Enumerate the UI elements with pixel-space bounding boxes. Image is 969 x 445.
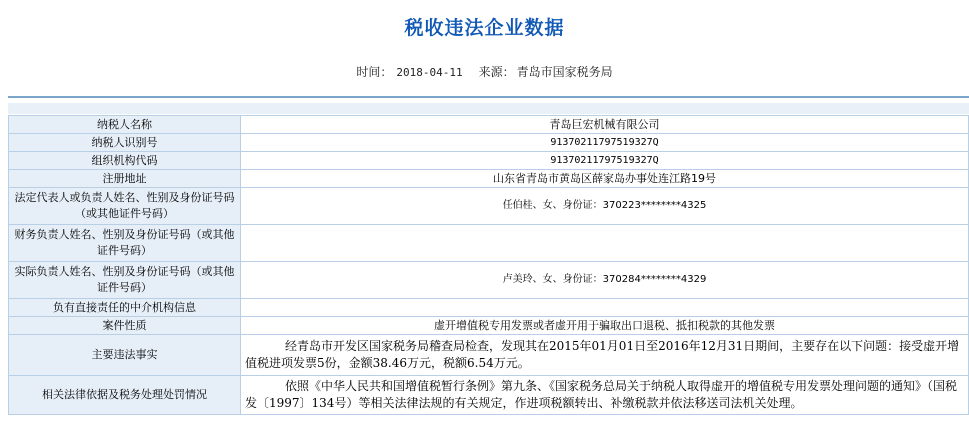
source-label: 来源：: [478, 65, 515, 79]
header-divider: [8, 96, 969, 98]
legal-basis-text: 依照《中华人民共和国增值税暂行条例》第九条、《国家税务总局关于纳税人取得虚开的增值税专用发票处理问题的通知》（国税发〔1997〕134号）等相关法律法规的有关规定，作进项税额转出、补缴税款并依法移送司法机关处理。: [245, 379, 958, 410]
table-row: [9, 317, 969, 335]
row-label-taxpayer-id: 纳税人识别号: [9, 134, 241, 152]
facts-text: 经青岛市开发区国家税务局稽查局检查，发现其在2015年01月01日至2016年12月31日期间，主要存在以下问题：接受虚开增值税进项发票5份，金额38.46万元，税额6.54万元。: [245, 339, 960, 370]
info-table: [8, 115, 969, 415]
time-value: 2018-04-11: [396, 66, 463, 79]
time-label: 时间：: [356, 65, 393, 79]
row-value-org-code: 91370211797519327Q: [241, 152, 969, 170]
row-label-case-nature: 案件性质: [9, 317, 241, 335]
row-value-agency: [241, 299, 969, 317]
table-row: [9, 134, 969, 152]
table-row: [9, 335, 969, 376]
row-value-address: 山东省青岛市黄岛区薛家岛办事处连江路19号: [241, 170, 969, 188]
row-label-address: 注册地址: [9, 170, 241, 188]
header-stripe: [8, 103, 969, 114]
row-value-taxpayer-name: 青岛巨宏机械有限公司: [241, 116, 969, 134]
row-value-actual-head: 卢美玲、女、身份证：370284********4329: [241, 262, 969, 299]
row-value-facts: [241, 335, 969, 376]
meta-line: [0, 63, 969, 80]
table-row: [9, 376, 969, 415]
row-label-actual-head: 实际负责人姓名、性别及身份证号码（或其他证件号码）: [9, 262, 241, 299]
source-value: 青岛市国家税务局: [516, 65, 613, 79]
table-row: [9, 170, 969, 188]
table-row: [9, 225, 969, 262]
table-row: [9, 188, 969, 225]
row-value-legal-basis: [241, 376, 969, 415]
table-row: [9, 116, 969, 134]
row-label-facts: 主要违法事实: [9, 335, 241, 376]
row-label-taxpayer-name: 纳税人名称: [9, 116, 241, 134]
row-label-org-code: 组织机构代码: [9, 152, 241, 170]
row-value-case-nature: 虚开增值税专用发票或者虚开用于骗取出口退税、抵扣税款的其他发票: [241, 317, 969, 335]
row-value-taxpayer-id: 91370211797519327Q: [241, 134, 969, 152]
table-row: [9, 262, 969, 299]
row-value-legal-rep: 任伯桂、女、身份证：370223********4325: [241, 188, 969, 225]
row-label-finance-head: 财务负责人姓名、性别及身份证号码（或其他证件号码）: [9, 225, 241, 262]
row-label-legal-rep: 法定代表人或负责人姓名、性别及身份证号码（或其他证件号码）: [9, 188, 241, 225]
row-label-legal-basis: 相关法律依据及税务处理处罚情况: [9, 376, 241, 415]
table-row: [9, 299, 969, 317]
table-row: [9, 152, 969, 170]
page-title: 税收违法企业数据: [404, 17, 565, 39]
row-label-agency: 负有直接责任的中介机构信息: [9, 299, 241, 317]
row-value-finance-head: [241, 225, 969, 262]
